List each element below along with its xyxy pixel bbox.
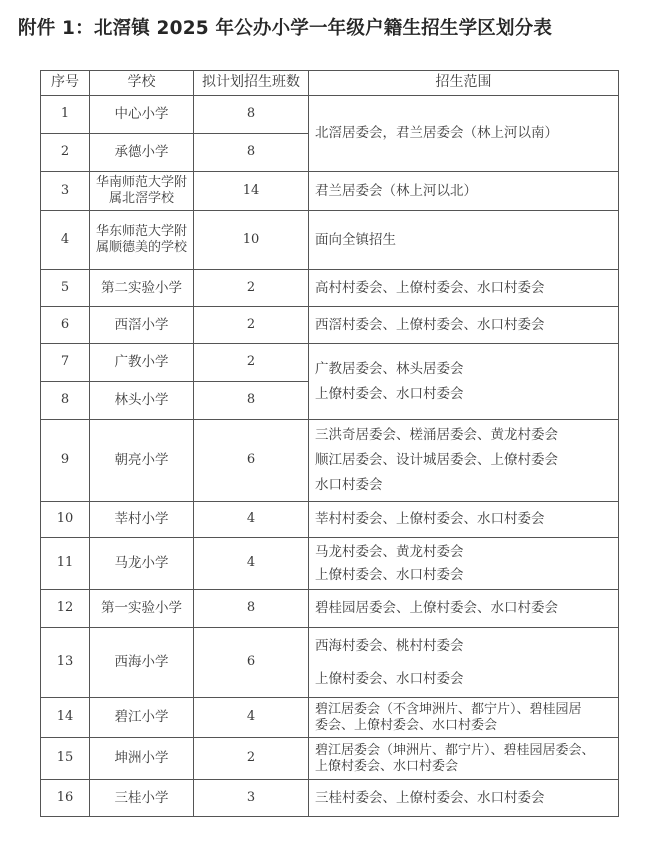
range-line: 马龙村委会、黄龙村委会 — [315, 543, 464, 560]
header-school: 学校 — [90, 71, 194, 96]
row-seq: 8 — [41, 382, 90, 420]
row-seq: 5 — [41, 270, 90, 307]
header-range: 招生范围 — [309, 71, 619, 96]
row-school: 中心小学 — [90, 96, 194, 134]
row-classes: 6 — [194, 420, 309, 502]
row-range — [309, 211, 619, 270]
range-line: 西海村委会、桃村村委会 — [315, 637, 464, 654]
range-line: 三桂村委会、上僚村委会、水口村委会 — [315, 789, 545, 806]
row-school: 第二实验小学 — [90, 270, 194, 307]
row-range — [309, 307, 619, 344]
enrollment-table — [40, 70, 619, 817]
range-line: 莘村村委会、上僚村委会、水口村委会 — [315, 511, 545, 528]
row-range — [309, 538, 619, 590]
header-classes: 拟计划招生班数 — [194, 71, 309, 96]
range-line: 碧江居委会（坤洲片、都宁片）、碧桂园居委会、 — [315, 742, 595, 758]
row-school: 三桂小学 — [90, 780, 194, 817]
row-seq: 12 — [41, 590, 90, 628]
row-seq: 9 — [41, 420, 90, 502]
row-school: 西滘小学 — [90, 307, 194, 344]
row-school: 坤洲小学 — [90, 738, 194, 780]
row-seq: 15 — [41, 738, 90, 780]
range-line: 委会、上僚村委会、水口村委会 — [315, 717, 498, 733]
row-seq: 4 — [41, 211, 90, 270]
row-school: 马龙小学 — [90, 538, 194, 590]
row-seq: 13 — [41, 628, 90, 698]
row-school: 莘村小学 — [90, 502, 194, 538]
range-line: 上僚村委会、水口村委会 — [315, 670, 464, 687]
row-school: 西海小学 — [90, 628, 194, 698]
row-seq: 6 — [41, 307, 90, 344]
row-school: 碧江小学 — [90, 698, 194, 738]
row-classes: 4 — [194, 538, 309, 590]
range-line: 碧桂园居委会、上僚村委会、水口村委会 — [315, 600, 558, 617]
table-row — [41, 538, 619, 590]
range-line: 北滘居委会，君兰居委会（林上河以南） — [315, 125, 558, 142]
range-line: 西滘村委会、上僚村委会、水口村委会 — [315, 316, 545, 333]
row-school: 第一实验小学 — [90, 590, 194, 628]
range-line: 碧江居委会（不含坤洲片、都宁片）、碧桂园居 — [315, 701, 582, 717]
row-seq: 2 — [41, 134, 90, 172]
header-seq: 序号 — [41, 71, 90, 96]
table-row — [41, 590, 619, 628]
row-classes: 8 — [194, 382, 309, 420]
row-range — [309, 738, 619, 780]
range-line: 上僚村委会、水口村委会 — [315, 758, 459, 774]
row-classes: 8 — [194, 134, 309, 172]
table-row — [41, 211, 619, 270]
row-classes: 4 — [194, 698, 309, 738]
row-range — [309, 502, 619, 538]
row-range — [309, 270, 619, 307]
row-school: 华南师范大学附属北滘学校 — [90, 172, 194, 211]
table-row — [41, 780, 619, 817]
row-classes: 14 — [194, 172, 309, 211]
row-seq: 3 — [41, 172, 90, 211]
range-line: 广教居委会、林头居委会 — [315, 360, 464, 377]
row-seq: 16 — [41, 780, 90, 817]
row-classes: 2 — [194, 307, 309, 344]
row-range — [309, 628, 619, 698]
table-row — [41, 420, 619, 502]
row-classes: 8 — [194, 96, 309, 134]
row-range — [309, 172, 619, 211]
row-classes: 10 — [194, 211, 309, 270]
row-seq: 14 — [41, 698, 90, 738]
row-range — [309, 420, 619, 502]
table-row — [41, 738, 619, 780]
table-row — [41, 698, 619, 738]
table-row — [41, 307, 619, 344]
range-line: 面向全镇招生 — [315, 231, 396, 248]
header-row — [41, 71, 619, 96]
range-line: 水口村委会 — [315, 476, 383, 493]
range-line: 上僚村委会、水口村委会 — [315, 566, 464, 583]
page-title: 附件 1：北滘镇 2025 年公办小学一年级户籍生招生学区划分表 — [18, 18, 553, 39]
row-classes: 6 — [194, 628, 309, 698]
row-classes: 2 — [194, 344, 309, 382]
table-row — [41, 628, 619, 698]
range-line: 顺江居委会、设计城居委会、上僚村委会 — [315, 452, 558, 469]
row-range — [309, 780, 619, 817]
row-range — [309, 698, 619, 738]
row-seq: 1 — [41, 96, 90, 134]
table-row — [41, 502, 619, 538]
row-range — [309, 96, 619, 172]
range-line: 上僚村委会、水口村委会 — [315, 385, 464, 402]
row-range — [309, 344, 619, 420]
table-row — [41, 96, 619, 134]
row-seq: 7 — [41, 344, 90, 382]
row-seq: 11 — [41, 538, 90, 590]
table-row — [41, 270, 619, 307]
row-school: 林头小学 — [90, 382, 194, 420]
row-school: 承德小学 — [90, 134, 194, 172]
row-school: 朝亮小学 — [90, 420, 194, 502]
row-seq: 10 — [41, 502, 90, 538]
row-classes: 8 — [194, 590, 309, 628]
row-range — [309, 590, 619, 628]
range-line: 高村村委会、上僚村委会、水口村委会 — [315, 279, 545, 296]
row-classes: 4 — [194, 502, 309, 538]
table-row — [41, 344, 619, 382]
row-classes: 2 — [194, 270, 309, 307]
row-school: 华东师范大学附属顺德美的学校 — [90, 211, 194, 270]
range-line: 君兰居委会（林上河以北） — [315, 182, 477, 199]
table-row — [41, 172, 619, 211]
range-line: 三洪奇居委会、槎涌居委会、黄龙村委会 — [315, 427, 558, 444]
row-classes: 3 — [194, 780, 309, 817]
row-school: 广教小学 — [90, 344, 194, 382]
row-classes: 2 — [194, 738, 309, 780]
